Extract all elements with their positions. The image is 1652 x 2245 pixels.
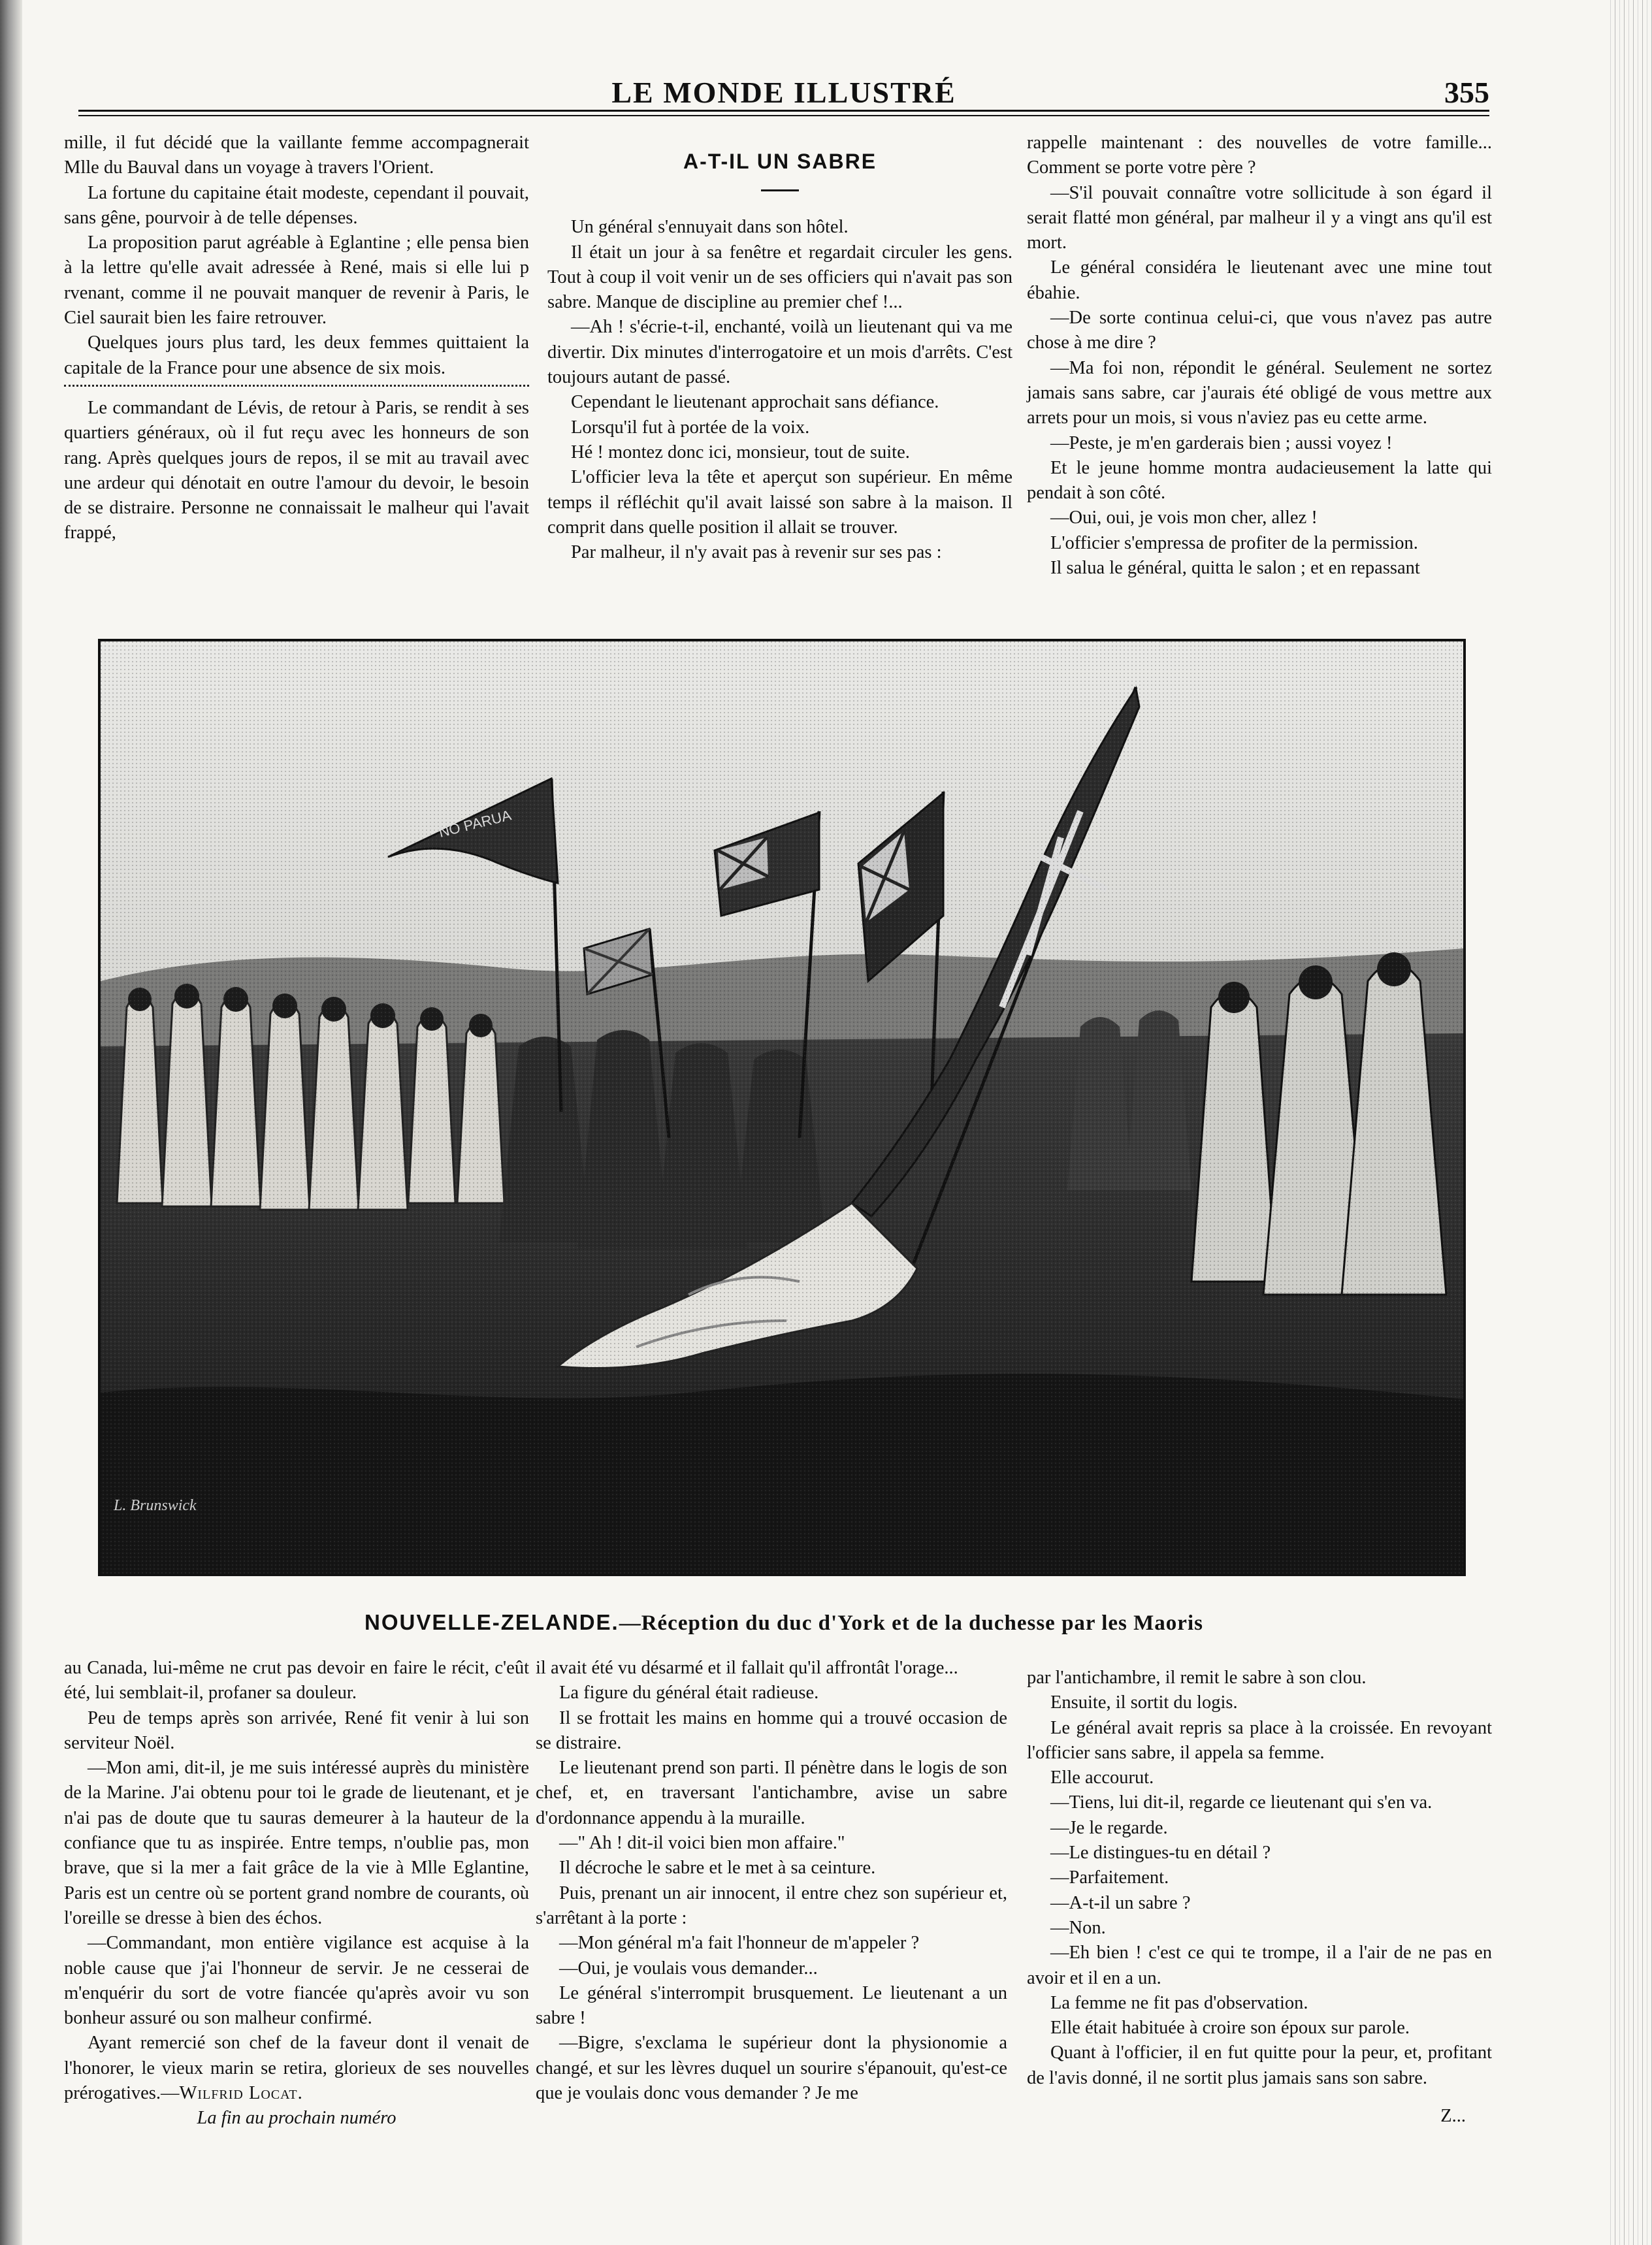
paragraph: Cependant le lieutenant approchait sans défiance. xyxy=(571,392,939,413)
paragraph: Quelques jours plus tard, les deux femmes quittaient la capitale de la France pour une absence de six mois. xyxy=(64,332,529,378)
paragraph: —Tiens, lui dit-il, regarde ce lieutenant qui s'en va. xyxy=(1050,1792,1433,1813)
paragraph: —Ah ! s'écrie-t-il, enchanté, voilà un lieutenant qui va me divertir. Dix minutes d'interrogatoire et un mois d'arrêts. C'est toujours autant de passé. xyxy=(547,317,1012,388)
paragraph: La proposition parut agréable à Eglantine ; elle pensa bien à la lettre qu'elle avait adressée à René, mais si elle lui p rvenant, comme il ne pouvait manquer de revenir à Paris, le Ciel saurait bien les faire retrouver. xyxy=(64,233,529,329)
binding-gutter xyxy=(0,0,22,2245)
author-name: Wilfrid Locat. xyxy=(179,2083,303,2104)
caption-lead: NOUVELLE-ZELANDE. xyxy=(364,1610,619,1634)
column-1 xyxy=(64,131,529,546)
paragraph: au Canada, lui-même ne crut pas devoir en faire le récit, c'eût été, lui semblait-il, profaner sa douleur. xyxy=(64,1658,529,1704)
column-2 xyxy=(547,131,1012,565)
paragraph: Le général avait repris sa place à la croissée. En revoyant l'officier sans sabre, il appela sa femme. xyxy=(1027,1717,1492,1763)
caption-text: —Réception du duc d'York et de la duchesse par les Maoris xyxy=(619,1611,1203,1635)
paragraph: —Peste, je m'en garderais bien ; aussi voyez ! xyxy=(1050,432,1393,453)
paragraph: L'officier s'empressa de profiter de la permission. xyxy=(1050,532,1418,553)
paragraph: L'officier leva la tête et aperçut son supérieur. En même temps il réfléchit qu'il avait laissé son sabre à la maison. Il comprit dans quelle position il allait se trouver. xyxy=(547,467,1012,538)
column-4 xyxy=(64,1656,529,2131)
paragraph: Il se frottait les mains en homme qui a trouvé occasion de se distraire. xyxy=(536,1707,1007,1753)
paragraph: —Ma foi non, répondit le général. Seulement ne sortez jamais sans sabre, car j'aurais été obligé de vous mettre aux arrets pour un mois, si vous n'aviez pas eu cette arme. xyxy=(1027,357,1492,428)
paragraph: Elle était habituée à croire son époux sur parole. xyxy=(1050,2018,1410,2039)
header-rule-thin xyxy=(78,115,1489,116)
paragraph: mille, il fut décidé que la vaillante femme accompagnerait Mlle du Bauval dans un voyage à travers l'Orient. xyxy=(64,133,529,178)
paragraph: par l'antichambre, il remit le sabre à son clou. xyxy=(1027,1668,1367,1688)
paragraph: —Non. xyxy=(1050,1917,1106,1938)
paragraph: —Commandant, mon entière vigilance est acquise à la noble cause que j'ai l'honneur de servir. Je ne cesserai de m'enquérir du sort de votre fiancée qu'après avoir vu son bonheur assuré ou son malheur confirmé. xyxy=(64,1933,529,2029)
engraving-texture xyxy=(101,641,1463,1574)
paragraph xyxy=(64,2031,529,2106)
paragraph: rappelle maintenant : des nouvelles de votre famille... Comment se porte votre père ? xyxy=(1027,133,1492,178)
column-5 xyxy=(536,1656,1007,2106)
engraving-illustration xyxy=(98,639,1466,1576)
column-6 xyxy=(1027,1666,1492,2129)
paragraph: Un général s'ennuyait dans son hôtel. xyxy=(571,217,849,238)
column-3 xyxy=(1027,131,1492,581)
header-rule xyxy=(78,110,1489,112)
maori-reception-scene xyxy=(101,641,1463,1574)
paragraph xyxy=(64,385,529,546)
story-signature: Z... xyxy=(1440,2106,1466,2127)
artist-signature: L. Brunswick xyxy=(114,1497,197,1514)
page-header xyxy=(78,75,1489,121)
paragraph: —" Ah ! dit-il voici bien mon affaire." xyxy=(559,1833,845,1854)
paragraph: —Bigre, s'exclama le supérieur dont la physionomie a changé, et sur les lèvres duquel un sourire s'épanouit, qu'est-ce que je voulais donc vous demander ? Je me xyxy=(536,2033,1007,2104)
paragraph: Ensuite, il sortit du logis. xyxy=(1050,1692,1238,1713)
paragraph: La figure du général était radieuse. xyxy=(559,1683,819,1704)
paragraph: Il décroche le sabre et le met à sa ceinture. xyxy=(559,1858,876,1879)
paragraph-text: Le commandant de Lévis, de retour à Paris, se rendit à ses quartiers généraux, où il fut reçu avec les honneurs de son rang. Après quelques jours de repos, il se mit au travail avec une ardeur qui dénotait en outre l'amour du devoir, le besoin de se distraire. Personne ne connaissait le malheur qui l'avait frappé, xyxy=(64,397,529,543)
paragraph: Par malheur, il n'y avait pas à revenir sur ses pas : xyxy=(571,542,942,563)
paragraph: —Parfaitement. xyxy=(1050,1867,1169,1888)
story-title: A-T-IL UN SABRE xyxy=(683,150,877,173)
paragraph: —Je le regarde. xyxy=(1050,1817,1168,1838)
running-title: LE MONDE ILLUSTRÉ xyxy=(611,76,956,109)
paragraph: Lorsqu'il fut à portée de la voix. xyxy=(571,417,810,438)
paragraph: —A-t-il un sabre ? xyxy=(1050,1892,1191,1913)
paragraph: —Mon ami, dit-il, je me suis intéressé auprès du ministère de la Marine. J'ai obtenu pour toi le grade de lieutenant, et je n'ai pas de doute que tu sauras demeurer à la hauteur de la confiance que tu as inspirée. Entre temps, n'oublie pas, mon brave, que si la mer a fait grâce de la vie à Mlle Eglantine, Paris est un centre où se portent grand nombre de courants, où l'oreille se dresse à bien des échos. xyxy=(64,1758,529,1928)
page-number: 355 xyxy=(1444,76,1489,109)
paragraph: —Le distingues-tu en détail ? xyxy=(1050,1843,1271,1864)
paragraph: Il était un jour à sa fenêtre et regardait circuler les gens. Tout à coup il voit venir un de ses officiers qui n'avait pas son sabre. Manque de discipline au premier chef !... xyxy=(547,242,1012,313)
paragraph: Il salua le général, quitta le salon ; et en repassant xyxy=(1050,558,1420,579)
paragraph: Elle accourut. xyxy=(1050,1768,1154,1788)
paragraph: —Mon général m'a fait l'honneur de m'appeler ? xyxy=(559,1933,920,1954)
paragraph: —S'il pouvait connaître votre sollicitude à son égard il serait flatté mon général, par malheur il y a vingt ans qu'il est mort. xyxy=(1027,182,1492,253)
paragraph: Le général s'interrompit brusquement. Le lieutenant a un sabre ! xyxy=(536,1982,1007,2029)
paragraph: —Eh bien ! c'est ce qui te trompe, il a l'air de ne pas en avoir et il en a un. xyxy=(1027,1943,1492,1988)
illustration-caption xyxy=(78,1610,1489,1636)
page-edge xyxy=(1606,0,1652,2245)
paragraph: Et le jeune homme montra audacieusement la latte qui pendait à son côté. xyxy=(1027,457,1492,504)
paragraph: il avait été vu désarmé et il fallait qu'il affrontât l'orage... xyxy=(536,1658,958,1678)
paragraph: Peu de temps après son arrivée, René fit venir à lui son serviteur Noël. xyxy=(64,1707,529,1753)
paragraph: —De sorte continua celui-ci, que vous n'avez pas autre chose à me dire ? xyxy=(1027,308,1492,353)
paragraph: Quant à l'officier, il en fut quitte pour la peur, et, profitant de l'avis donné, il ne sortit plus jamais sans son sabre. xyxy=(1027,2043,1492,2088)
paragraph: —Oui, oui, je vois mon cher, allez ! xyxy=(1050,508,1318,528)
paragraph: —Oui, je voulais vous demander... xyxy=(559,1958,818,1979)
paragraph: La fortune du capitaine était modeste, cependant il pouvait, sans gêne, pourvoir à de telle dépenses. xyxy=(64,182,529,228)
title-rule xyxy=(761,189,799,191)
paragraph: Le lieutenant prend son parti. Il pénètre dans le logis de son chef, et, en traversant l'antichambre, avise un sabre d'ordonnance appendu à la muraille. xyxy=(536,1758,1007,1828)
paragraph: Puis, prenant un air innocent, il entre chez son supérieur et, s'arrêtant à la porte : xyxy=(536,1882,1007,1928)
paragraph: Le général considéra le lieutenant avec une mine tout ébahie. xyxy=(1027,257,1492,303)
paragraph: La femme ne fit pas d'observation. xyxy=(1050,1992,1308,2013)
paragraph-text: Ayant remercié son chef de la faveur dont il venait de l'honorer, le vieux marin se retira, glorieux de ses nouvelles prérogatives.— xyxy=(64,2033,529,2104)
continued-notice: La fin au prochain numéro xyxy=(197,2108,397,2129)
paragraph: Hé ! montez donc ici, monsieur, tout de suite. xyxy=(571,442,910,462)
